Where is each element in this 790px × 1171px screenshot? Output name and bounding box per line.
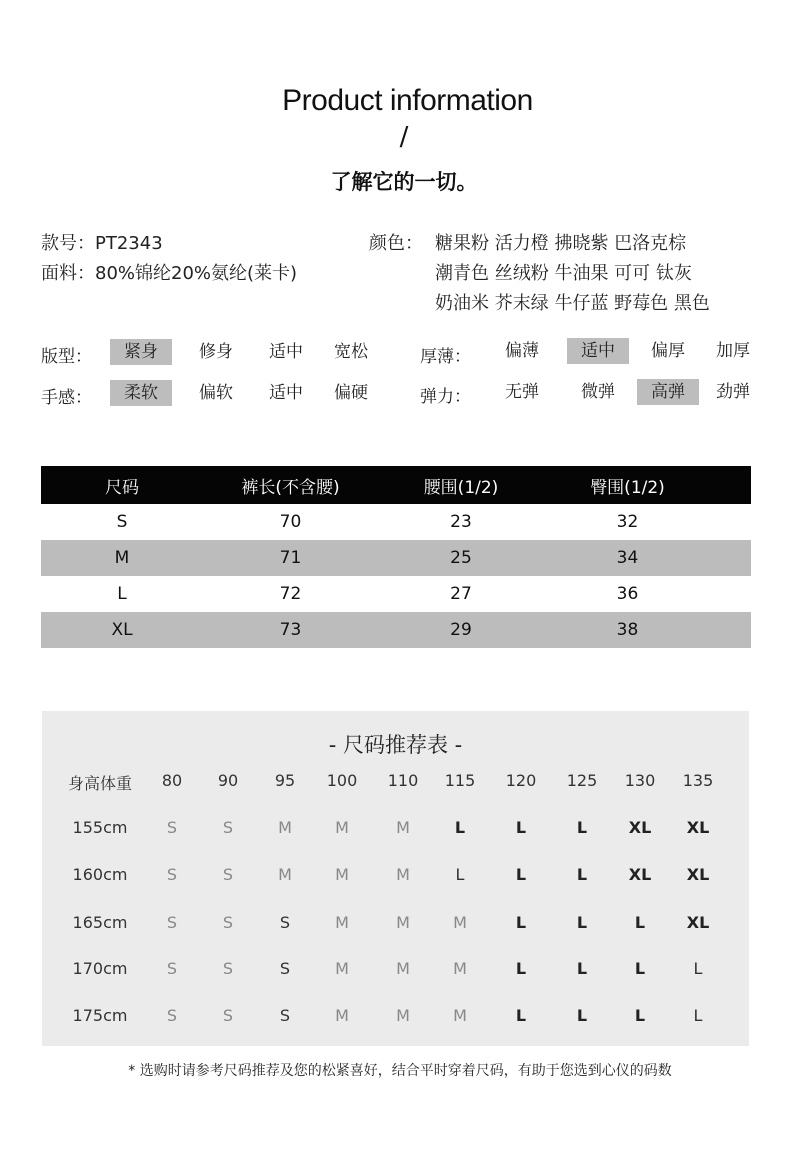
color-line-2: 潮青色 丝绒粉 牛油果 可可 钛灰 bbox=[435, 263, 692, 284]
recommended-size-cell: S bbox=[166, 1006, 178, 1025]
size-table-header bbox=[41, 466, 751, 504]
color-line-3: 奶油米 芥末绿 牛仔蓝 野莓色 黑色 bbox=[435, 293, 710, 314]
recommended-size-cell: S bbox=[279, 1006, 291, 1025]
color-label: 颜色： bbox=[369, 233, 423, 254]
recommended-size-cell: L bbox=[515, 959, 527, 978]
table-cell: 29 bbox=[378, 612, 544, 648]
style-number: 款号：PT2343 bbox=[41, 233, 163, 254]
table-row bbox=[41, 612, 751, 648]
recommended-size-cell: L bbox=[576, 818, 588, 837]
thickness-option-thin: 偏薄 bbox=[505, 341, 539, 361]
height-label: 155cm bbox=[72, 818, 128, 837]
table-cell: 32 bbox=[616, 512, 639, 532]
header-size: 尺码 bbox=[41, 466, 203, 504]
weight-header: 80 bbox=[161, 771, 183, 790]
weight-header: 125 bbox=[566, 771, 598, 790]
stretch-option-super: 劲弹 bbox=[716, 382, 750, 402]
height-label: 165cm bbox=[72, 913, 128, 932]
fit-label: 版型： bbox=[41, 347, 92, 367]
fit-option-tight: 紧身 bbox=[110, 339, 172, 365]
weight-header: 120 bbox=[505, 771, 537, 790]
header-hip: 臀围(1/2) bbox=[544, 466, 751, 504]
fit-option-loose: 宽松 bbox=[334, 342, 368, 362]
feel-option-firm: 偏硬 bbox=[334, 383, 368, 403]
recommended-size-cell: M bbox=[335, 1006, 349, 1025]
table-row bbox=[41, 540, 751, 576]
feel-option-medium: 适中 bbox=[269, 383, 303, 403]
weight-header: 115 bbox=[444, 771, 476, 790]
table-row bbox=[41, 576, 751, 612]
color-line-1: 糖果粉 活力橙 拂晓紫 巴洛克棕 bbox=[435, 233, 687, 254]
product-info-subtitle: 了解它的一切。 bbox=[330, 170, 478, 194]
recommended-size-cell: L bbox=[634, 1006, 646, 1025]
height-label: 175cm bbox=[72, 1006, 128, 1025]
weight-header: 135 bbox=[682, 771, 714, 790]
recommended-size-cell: M bbox=[278, 818, 292, 837]
stretch-option-high: 高弹 bbox=[637, 379, 699, 405]
recommended-size-cell: M bbox=[396, 959, 410, 978]
recommended-size-cell: L bbox=[515, 865, 527, 884]
weight-header: 110 bbox=[387, 771, 419, 790]
recommended-size-cell: L bbox=[576, 1006, 588, 1025]
recommended-size-cell: S bbox=[279, 959, 291, 978]
recommended-size-cell: M bbox=[335, 865, 349, 884]
weight-header: 130 bbox=[624, 771, 656, 790]
recommended-size-cell: XL bbox=[686, 865, 710, 884]
table-cell: XL bbox=[41, 612, 203, 648]
product-info-title: Product information bbox=[282, 84, 533, 117]
table-cell: 72 bbox=[279, 584, 302, 604]
recommended-size-cell: L bbox=[515, 818, 527, 837]
recommended-size-cell: L bbox=[693, 959, 703, 978]
weight-header: 95 bbox=[274, 771, 296, 790]
title-slash: / bbox=[399, 122, 409, 152]
stretch-option-slight: 微弹 bbox=[581, 382, 615, 402]
recommended-size-cell: S bbox=[166, 865, 178, 884]
table-cell: M bbox=[41, 540, 203, 576]
table-row bbox=[41, 504, 751, 540]
weight-header: 90 bbox=[217, 771, 239, 790]
recommended-size-cell: S bbox=[222, 1006, 234, 1025]
table-cell: S bbox=[116, 512, 128, 532]
table-cell: 36 bbox=[616, 584, 639, 604]
recommended-size-cell: S bbox=[166, 913, 178, 932]
recommended-size-cell: M bbox=[453, 959, 467, 978]
table-cell: 27 bbox=[450, 584, 472, 604]
recommended-size-cell: L bbox=[515, 913, 527, 932]
recommended-size-cell: S bbox=[222, 865, 234, 884]
recommended-size-cell: M bbox=[453, 913, 467, 932]
recommended-size-cell: L bbox=[576, 913, 588, 932]
size-recommendation-panel bbox=[42, 711, 749, 1046]
thickness-option-medium: 适中 bbox=[567, 338, 629, 364]
stretch-label: 弹力： bbox=[420, 387, 471, 407]
recommended-size-cell: L bbox=[693, 1006, 703, 1025]
height-label: 160cm bbox=[72, 865, 128, 884]
recommended-size-cell: XL bbox=[686, 913, 710, 932]
table-cell: 70 bbox=[279, 512, 302, 532]
recommended-size-cell: M bbox=[453, 1006, 467, 1025]
recommendation-corner-label: 身高体重 bbox=[67, 774, 132, 793]
recommended-size-cell: M bbox=[335, 913, 349, 932]
fit-option-regular: 适中 bbox=[269, 342, 303, 362]
table-cell: 25 bbox=[378, 540, 544, 576]
recommended-size-cell: XL bbox=[628, 865, 652, 884]
feel-option-softish: 偏软 bbox=[199, 383, 233, 403]
recommended-size-cell: M bbox=[396, 865, 410, 884]
recommended-size-cell: M bbox=[396, 1006, 410, 1025]
recommended-size-cell: S bbox=[222, 959, 234, 978]
thickness-option-extra-thick: 加厚 bbox=[716, 341, 750, 361]
recommended-size-cell: L bbox=[576, 959, 588, 978]
thickness-label: 厚薄： bbox=[420, 347, 471, 367]
header-waist: 腰围(1/2) bbox=[378, 466, 544, 504]
feel-option-soft: 柔软 bbox=[110, 380, 172, 406]
recommended-size-cell: M bbox=[396, 818, 410, 837]
table-cell: 34 bbox=[544, 540, 751, 576]
header-length: 裤长(不含腰) bbox=[203, 466, 378, 504]
recommended-size-cell: S bbox=[279, 913, 291, 932]
recommended-size-cell: M bbox=[278, 865, 292, 884]
stretch-option-none: 无弹 bbox=[505, 382, 539, 402]
recommended-size-cell: XL bbox=[628, 818, 652, 837]
size-table bbox=[41, 466, 751, 648]
table-cell: 38 bbox=[544, 612, 751, 648]
recommended-size-cell: S bbox=[166, 959, 178, 978]
recommended-size-cell: L bbox=[455, 865, 465, 884]
recommended-size-cell: L bbox=[454, 818, 466, 837]
height-label: 170cm bbox=[72, 959, 128, 978]
thickness-option-thick: 偏厚 bbox=[651, 341, 685, 361]
recommended-size-cell: L bbox=[576, 865, 588, 884]
table-cell: 73 bbox=[203, 612, 378, 648]
recommended-size-cell: XL bbox=[686, 818, 710, 837]
feel-label: 手感： bbox=[41, 388, 92, 408]
recommended-size-cell: L bbox=[515, 1006, 527, 1025]
recommended-size-cell: M bbox=[396, 913, 410, 932]
recommendation-title: - 尺码推荐表 - bbox=[328, 733, 463, 757]
table-cell: 71 bbox=[203, 540, 378, 576]
recommended-size-cell: S bbox=[166, 818, 178, 837]
recommended-size-cell: S bbox=[222, 913, 234, 932]
recommended-size-cell: L bbox=[634, 913, 646, 932]
recommended-size-cell: L bbox=[634, 959, 646, 978]
table-cell: L bbox=[117, 584, 127, 604]
table-cell: 23 bbox=[450, 512, 472, 532]
recommended-size-cell: S bbox=[222, 818, 234, 837]
fit-option-slim: 修身 bbox=[199, 342, 233, 362]
recommended-size-cell: M bbox=[335, 818, 349, 837]
footnote: * 选购时请参考尺码推荐及您的松紧喜好，结合平时穿着尺码，有助于您选到心仪的码数 bbox=[128, 1063, 672, 1079]
fabric-composition: 面料：80%锦纶20%氨纶(莱卡) bbox=[41, 263, 298, 284]
recommended-size-cell: M bbox=[335, 959, 349, 978]
weight-header: 100 bbox=[326, 771, 358, 790]
